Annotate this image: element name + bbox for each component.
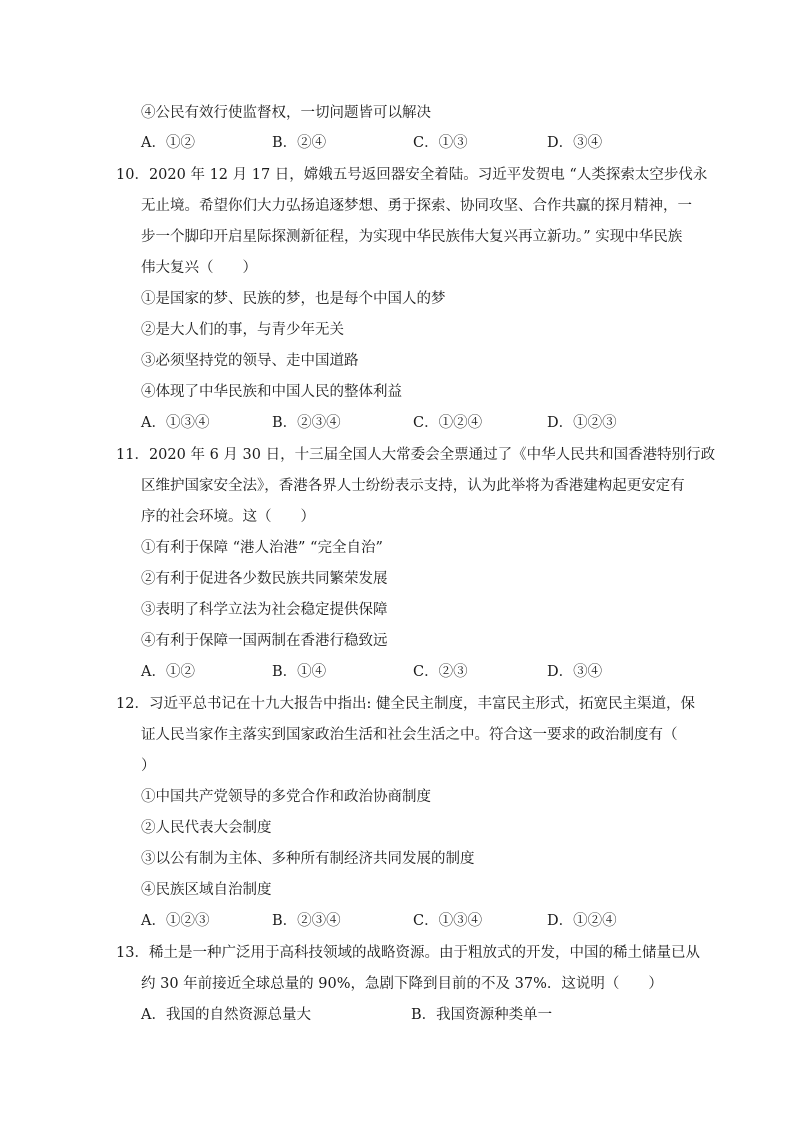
q10-item-1: ①是国家的梦、民族的梦，也是每个中国人的梦 — [141, 291, 446, 307]
q10-item-2: ②是大人们的事，与青少年无关 — [141, 322, 344, 338]
q12-item-4: ④民族区域自治制度 — [141, 882, 272, 898]
q9-item-4: ④公民有效行使监督权，一切问题皆可以解决 — [141, 105, 431, 121]
q10-stem-line-4: 伟大复兴（ ） — [141, 260, 257, 276]
q10-stem-line-2: 无止境。希望你们大力弘扬追逐梦想、勇于探索、协同攻坚、合作共赢的探月精神，一 — [141, 198, 692, 214]
q12-stem-line-2: 证人民当家作主落实到国家政治生活和社会生活之中。符合这一要求的政治制度有（ — [141, 727, 678, 743]
q11-option-d: D．③④ — [547, 664, 603, 680]
q10-option-b: B．②③④ — [272, 415, 341, 431]
q11-option-a: A．①② — [141, 664, 195, 680]
q11-item-2: ②有利于促进各少数民族共同繁荣发展 — [141, 571, 388, 587]
q13-stem-line-1: 13．稀土是一种广泛用于高科技领域的战略资源。由于粗放式的开发，中国的稀土储量已从 — [116, 945, 700, 961]
q12-option-b: B．②③④ — [272, 913, 341, 929]
q11-option-c: C．②③ — [413, 664, 468, 680]
q9-option-c: C．①③ — [413, 135, 468, 151]
q13-option-b: B．我国资源种类单一 — [411, 1007, 553, 1023]
q11-item-1: ①有利于保障 “港人治港” “完全自治” — [141, 540, 383, 556]
q12-item-1: ①中国共产党领导的多党合作和政治协商制度 — [141, 789, 431, 805]
q12-option-d: D．①②④ — [547, 913, 617, 929]
q11-item-3: ③表明了科学立法为社会稳定提供保障 — [141, 602, 388, 618]
q9-option-d: D．③④ — [547, 135, 603, 151]
q11-stem-line-2: 区维护国家安全法》，香港各界人士纷纷表示支持，认为此举将为香港建构起更安定有 — [141, 478, 685, 494]
q10-item-3: ③必须坚持党的领导、走中国道路 — [141, 353, 359, 369]
q9-option-a: A．①② — [141, 135, 195, 151]
q11-item-4: ④有利于保障一国两制在香港行稳致远 — [141, 633, 388, 649]
q11-stem-line-1: 11．2020 年 6 月 30 日，十三届全国人大常委会全票通过了《中华人民共和国香港特别行政 — [116, 447, 716, 463]
q12-stem-line-3: ） — [141, 758, 156, 774]
q11-stem-line-3: 序的社会环境。这（ ） — [141, 509, 315, 525]
q12-item-2: ②人民代表大会制度 — [141, 820, 272, 836]
q13-stem-line-2: 约 30 年前接近全球总量的 90%，急剧下降到目前的不及 37%．这说明（ ） — [141, 976, 663, 992]
q10-option-d: D．①②③ — [547, 415, 617, 431]
q10-option-a: A．①③④ — [141, 415, 210, 431]
q12-option-a: A．①②③ — [141, 913, 210, 929]
q12-option-c: C．①③④ — [413, 913, 483, 929]
q9-option-b: B．②④ — [272, 135, 327, 151]
q13-option-a: A．我国的自然资源总量大 — [141, 1007, 311, 1023]
q10-stem-line-1: 10．2020 年 12 月 17 日，嫦娥五号返回器安全着陆。习近平发贺电 “人类探索太空步伐永 — [116, 167, 708, 183]
q10-stem-line-3: 步一个脚印开启星际探测新征程，为实现中华民族伟大复兴再立新功。” 实现中华民族 — [141, 229, 683, 245]
q12-stem-line-1: 12．习近平总书记在十九大报告中指出: 健全民主制度，丰富民主形式，拓宽民主渠道，保 — [116, 696, 695, 712]
q11-option-b: B．①④ — [272, 664, 327, 680]
q12-item-3: ③以公有制为主体、多种所有制经济共同发展的制度 — [141, 851, 475, 867]
q10-item-4: ④体现了中华民族和中国人民的整体利益 — [141, 384, 402, 400]
q10-option-c: C．①②④ — [413, 415, 483, 431]
